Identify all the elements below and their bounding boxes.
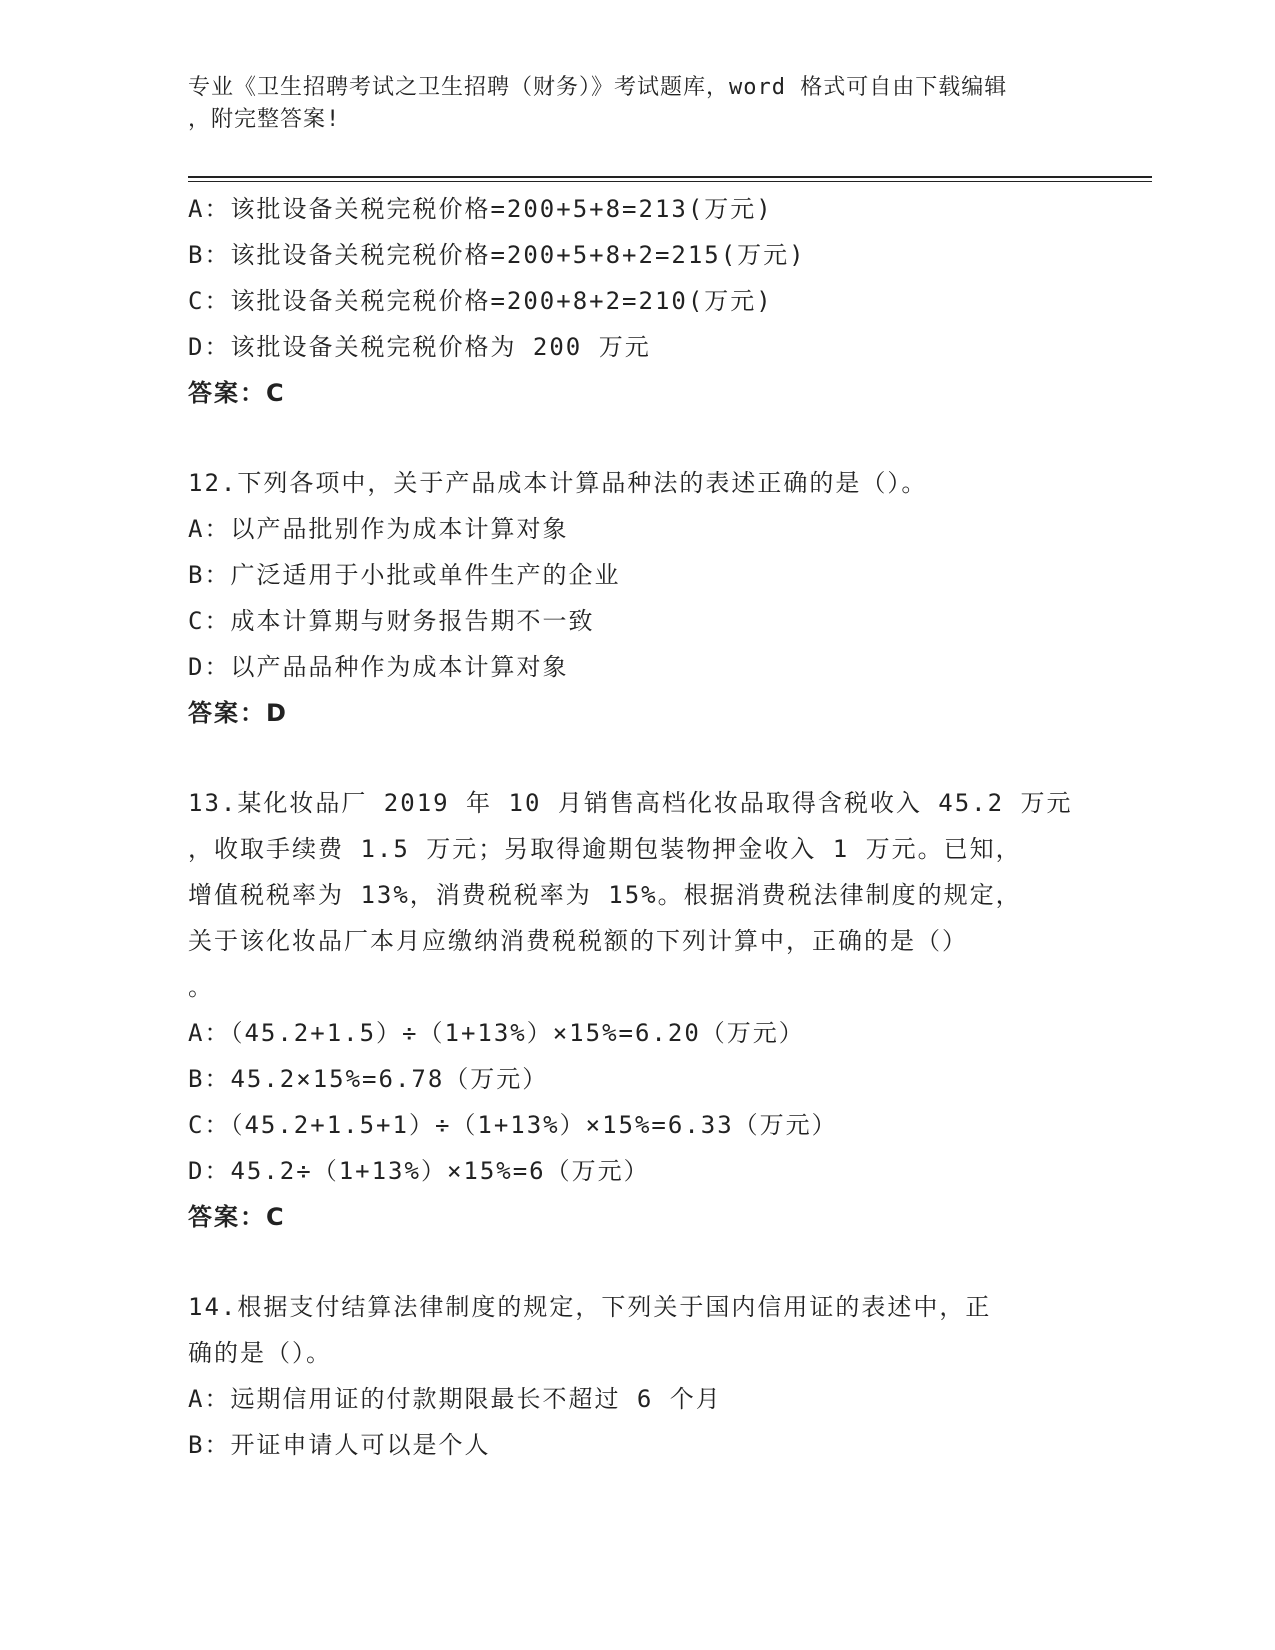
option-b: B：开证申请人可以是个人 [188,1431,491,1459]
option-c: C：（45.2+1.5+1）÷（1+13%）×15%=6.33（万元） [188,1111,838,1139]
question-spacer [188,416,1152,460]
option-d: D：以产品品种作为成本计算对象 [188,653,569,681]
question-list [188,186,1152,1468]
question-stem-line: 14.根据支付结算法律制度的规定，下列关于国内信用证的表述中，正 [188,1293,992,1321]
header-divider-thin [188,181,1152,182]
option-b: B：45.2×15%=6.78（万元） [188,1065,549,1093]
option-c: C：该批设备关税完税价格=200+8+2=210(万元) [188,287,773,315]
option-a: A：（45.2+1.5）÷（1+13%）×15%=6.20（万元） [188,1019,805,1047]
header-divider-thick [188,176,1152,178]
header-title-line-1: 专业《卫生招聘考试之卫生招聘（财务）》考试题库，word 格式可自由下载编辑 [188,75,1008,100]
question-stem-line: 。 [188,973,214,1001]
question-stem-line: ，收取手续费 1.5 万元；另取得逾期包装物押金收入 1 万元。已知， [188,835,1022,863]
question-spacer [188,1240,1152,1284]
option-a: A：以产品批别作为成本计算对象 [188,515,569,543]
option-a: A：远期信用证的付款期限最长不超过 6 个月 [188,1385,722,1413]
answer: 答案：D [188,699,288,727]
question-12 [188,460,1152,736]
question-14 [188,1284,1152,1468]
answer: 答案：C [188,1203,286,1231]
question-stem-line: 关于该化妆品厂本月应缴纳消费税税额的下列计算中，正确的是（） [188,927,968,955]
header-title-line-2: ，附完整答案! [188,107,341,132]
option-d: D：45.2÷（1+13%）×15%=6（万元） [188,1157,650,1185]
option-a: A：该批设备关税完税价格=200+5+8=213(万元) [188,195,773,223]
option-b: B：广泛适用于小批或单件生产的企业 [188,561,621,589]
option-b: B：该批设备关税完税价格=200+5+8+2=215(万元) [188,241,806,269]
answer: 答案：C [188,379,286,407]
question-13 [188,780,1152,1240]
option-c: C：成本计算期与财务报告期不一致 [188,607,595,635]
question-stem-line: 增值税税率为 13%，消费税税率为 15%。根据消费税法律制度的规定， [188,881,1022,909]
option-d: D：该批设备关税完税价格为 200 万元 [188,333,651,361]
question-stem-line: 确的是（）。 [188,1339,332,1367]
question-stem-line: 13.某化妆品厂 2019 年 10 月销售高档化妆品取得含税收入 45.2 万元 [188,789,1073,817]
question-11 [188,186,1152,416]
document-header [188,72,1088,136]
question-stem: 12.下列各项中，关于产品成本计算品种法的表述正确的是（）。 [188,469,928,497]
question-spacer [188,736,1152,780]
